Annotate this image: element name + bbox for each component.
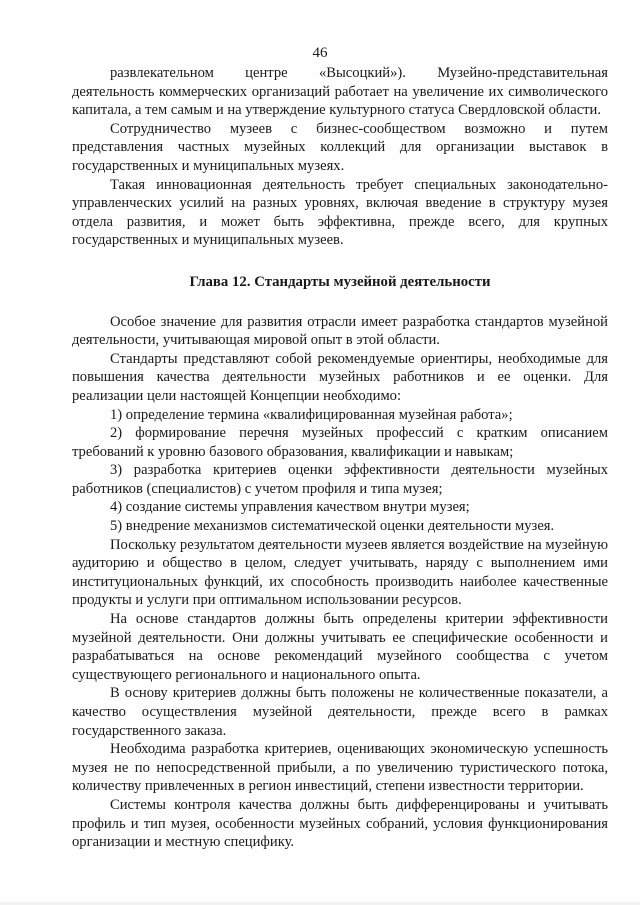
chapter-title: Глава 12. Стандарты музейной деятельности: [189, 273, 491, 290]
paragraph: развлекательном центре «Высоцкий»). Музейно-представительная деятельность коммерческих организаций работает на увеличение их символического капитала, а тем самым и на утверждение культурного статуса Свердловской области.: [72, 65, 608, 119]
list-item: 4) создание системы управления качеством внутри музея;: [110, 499, 470, 516]
page-body: [72, 64, 608, 852]
list-item: 1) определение термина «квалифицированная музейная работа»;: [110, 406, 513, 423]
list-item: 5) внедрение механизмов систематической оценки деятельности музея.: [110, 518, 555, 535]
paragraph: Особое значение для развития отрасли имеет разработка стандартов музейной деятельности, учитывающая мировой опыт в этой области.: [72, 313, 608, 349]
paragraph: На основе стандартов должны быть определены критерии эффективности музейной деятельности. Они должны учитывать ее специфические особенности и разрабатываться на основе рекомендаций музейного сообщества с учетом существующего регионального и национального опыта.: [72, 611, 608, 683]
paragraph: Стандарты представляют собой рекомендуемые ориентиры, необходимые для повышения качества деятельности музейных работников и ее оценки. Для реализации цели настоящей Концепции необходимо:: [72, 350, 608, 404]
page-number: 46: [312, 45, 328, 61]
paragraph: Необходима разработка критериев, оценивающих экономическую успешность музея не по непосредственной прибыли, а по увеличению туристического потока, количеству привлеченных в регион инвестиций, степени известности территории.: [72, 741, 608, 795]
paragraph: Системы контроля качества должны быть дифференцированы и учитывать профиль и тип музея, особенности музейных собраний, условия функционирования организации и местную специфику.: [72, 796, 608, 851]
paragraph: Поскольку результатом деятельности музеев является воздействие на музейную аудиторию и общество в целом, следует учитывать, наряду с выполнением ими институциональных функций, их способность производить наиболее качественные продукты и услуги при оптимальном использовании ресурсов.: [72, 536, 608, 609]
list-item: 3) разработка критериев оценки эффективности деятельности музейных работников (специалистов) с учетом профиля и типа музея;: [72, 462, 608, 497]
list-item: 2) формирование перечня музейных профессий с кратким описанием требований к уровню базового образования, квалификации и навыкам;: [72, 425, 608, 460]
paragraph: Такая инновационная деятельность требует специальных законодательно-управленческих усилий на разных уровнях, включая введение в структуру музея отдела развития, и может быть эффективна, прежде всего, для крупных государственных и муниципальных музеев.: [72, 176, 608, 249]
paragraph: В основу критериев должны быть положены не количественные показатели, а качество осуществления музейной деятельности, прежде всего в рамках государственного заказа.: [72, 685, 608, 739]
paragraph: Сотрудничество музеев с бизнес-сообществом возможно и путем представления частных музейных коллекций для организации выставок в государственных и муниципальных музеях.: [72, 120, 608, 174]
